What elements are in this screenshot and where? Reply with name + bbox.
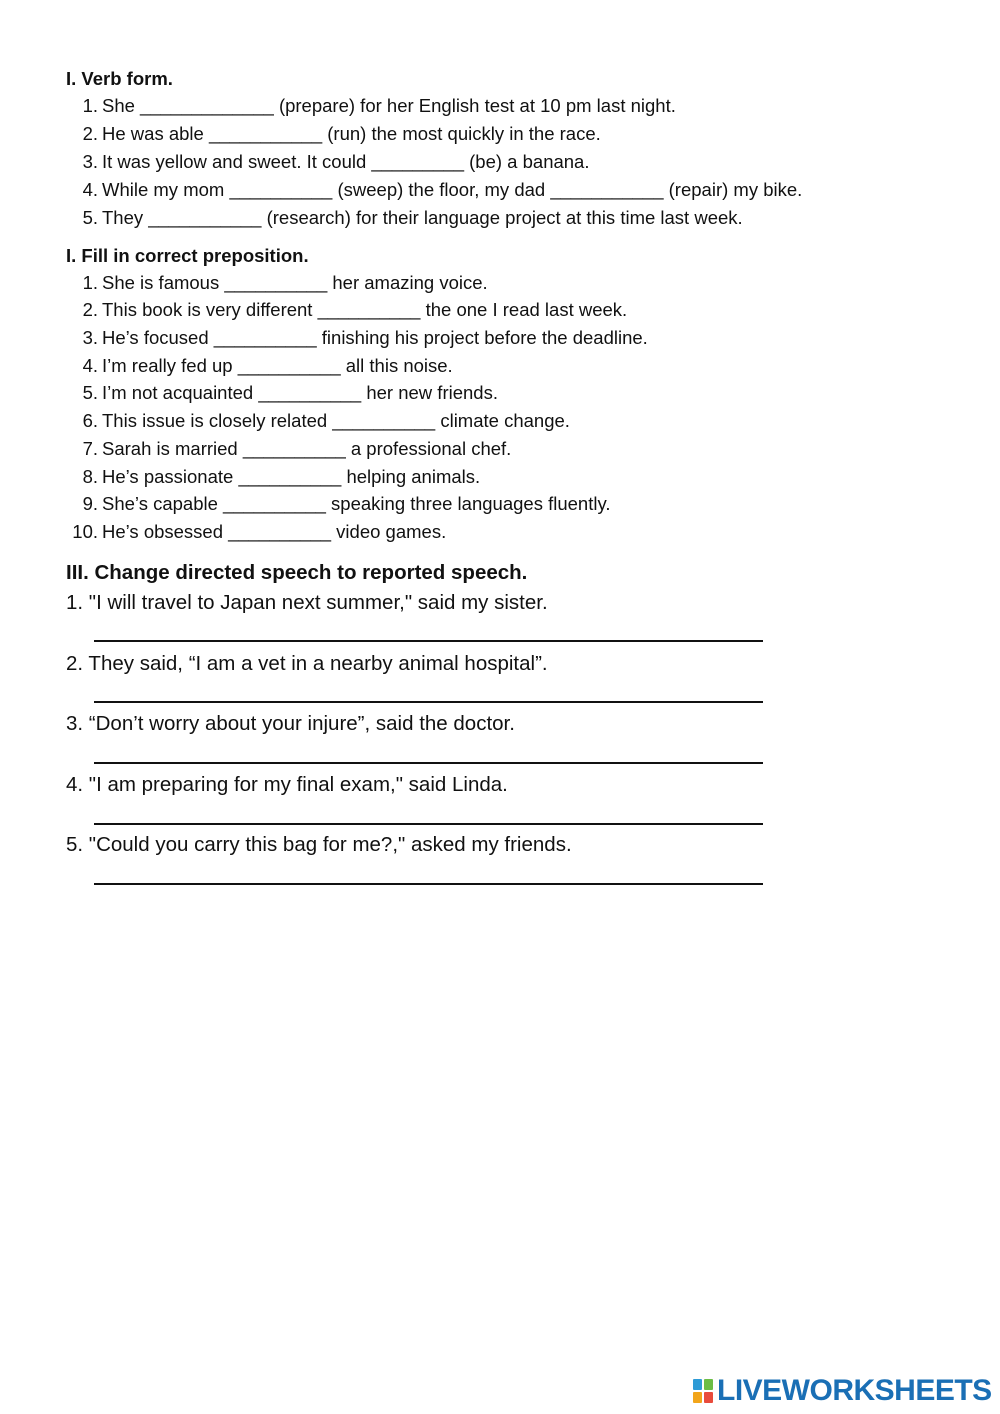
list-item [0,519,1000,545]
item-number: 8. [82,466,98,487]
item-text: I’m really fed up __________ all this noise. [102,355,453,376]
item-number: 5. [82,382,98,403]
list-item [0,93,1000,119]
item-number: 5. [82,207,98,228]
item-number: 1. [82,95,98,116]
liveworksheets-logo [693,1375,992,1407]
item-text: He’s obsessed __________ video games. [102,521,447,542]
item-text: This issue is closely related __________ climate change. [102,410,570,431]
list-item [0,408,1000,434]
list-item [0,149,1000,175]
list-item: 1. "I will travel to Japan next summer," said my sister. [66,591,548,614]
item-text: I’m not acquainted __________ her new friends. [102,382,498,403]
list-item: 5. "Could you carry this bag for me?," asked my friends. [66,833,572,856]
section-verb-form-title: I. Verb form. [66,68,173,89]
list-item [0,464,1000,490]
list-item [0,436,1000,462]
item-number: 1. [82,272,98,293]
item-text: It was yellow and sweet. It could _________ (be) a banana. [102,151,590,172]
item-number: 3. [82,151,98,172]
answer-line[interactable] [94,883,763,885]
list-item [0,353,1000,379]
item-number: 10. [72,521,98,542]
item-text: He was able ___________ (run) the most quickly in the race. [102,123,601,144]
item-number: 6. [82,410,98,431]
item-text: She is famous __________ her amazing voice. [102,272,488,293]
answer-line[interactable] [94,823,763,825]
item-number: 9. [82,493,98,514]
list-item: 4. "I am preparing for my final exam," said Linda. [66,773,508,796]
list-item [0,380,1000,406]
list-item [0,205,1000,231]
item-text: She’s capable __________ speaking three languages fluently. [102,493,611,514]
section-preposition-title: I. Fill in correct preposition. [66,245,309,266]
item-text: He’s passionate __________ helping animals. [102,466,481,487]
item-number: 2. [82,299,98,320]
item-number: 4. [82,355,98,376]
item-text: Sarah is married __________ a professional chef. [102,438,512,459]
answer-line[interactable] [94,762,763,764]
answer-line[interactable] [94,640,763,642]
list-item: 2. They said, “I am a vet in a nearby animal hospital”. [66,652,548,675]
item-number: 2. [82,123,98,144]
list-item [0,297,1000,323]
list-item [0,325,1000,351]
logo-text: LIVEWORKSHEETS [717,1374,992,1407]
item-number: 4. [82,179,98,200]
item-text: While my mom __________ (sweep) the floor, my dad ___________ (repair) my bike. [102,179,803,200]
item-number: 3. [82,327,98,348]
list-item [0,270,1000,296]
item-text: They ___________ (research) for their language project at this time last week. [102,207,743,228]
list-item [0,491,1000,517]
list-item [0,121,1000,147]
section-reported-speech-title: III. Change directed speech to reported speech. [66,561,528,584]
list-item [0,177,1000,203]
item-number: 7. [82,438,98,459]
answer-line[interactable] [94,701,763,703]
item-text: This book is very different __________ the one I read last week. [102,299,628,320]
item-text: She _____________ (prepare) for her English test at 10 pm last night. [102,95,676,116]
item-text: He’s focused __________ finishing his project before the deadline. [102,327,648,348]
list-item: 3. “Don’t worry about your injure”, said the doctor. [66,712,515,735]
logo-blocks-icon [693,1379,715,1403]
